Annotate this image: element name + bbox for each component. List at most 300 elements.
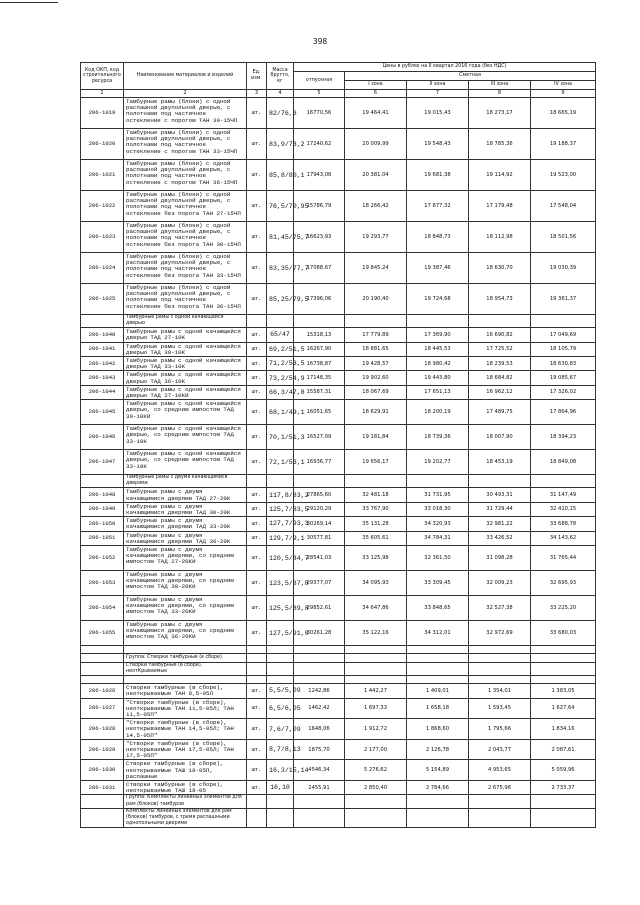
price-cell: 33 767,90 [345,502,407,516]
empty-cell [247,663,267,676]
price-cell: 1875,70 [294,739,345,760]
price-cell: 16 690,82 [469,328,531,342]
code-cell: 206-1030 [81,760,124,781]
price-cell: 1 834,16 [531,719,596,740]
header-zone-2: II зона [407,81,469,90]
table-row [81,222,596,253]
name-cell: Тамбурные рамы с одной качающейся дверью, со средним импостом ТАД 33-10К [124,450,247,475]
group-row [81,808,596,827]
name-cell: Тамбурные рамы с одной качающейся дверью ТАД 27-10К [124,328,247,342]
code-cell: 206-1053 [81,571,124,596]
price-cell: 35 122,16 [345,621,407,646]
column-numbers-row [81,90,596,98]
mass-cell: 127,7/93,3 [267,517,294,531]
price-cell: 4 953,65 [469,760,531,781]
code-cell: 206-1028 [81,719,124,740]
mass-cell: 16,3/15,14 [267,760,294,781]
price-cell: 31 147,49 [531,488,596,502]
price-cell: 5 276,62 [345,760,407,781]
name-cell: Тамбурные рамы с двумя качающимися дверями ТАД 36-20К [124,531,247,545]
name-cell: Створки тамбурные (в сборе), неоткрываемые ТАШ 18-05 [124,781,247,795]
price-cell: 16051,65 [294,400,345,425]
price-cell: 32 981,22 [469,517,531,531]
price-cell: 2 177,00 [345,739,407,760]
empty-cell [407,663,469,676]
column-number: 8 [469,90,531,98]
price-cell: 18 453,19 [469,450,531,475]
name-cell: Створки тамбурные (в сборе), неоткрываемые ТАН 8,5-05Л [124,684,247,698]
table-row [81,191,596,222]
price-cell: 33 848,65 [407,596,469,621]
price-cell: 18 105,79 [531,342,596,356]
price-cell: 19 464,41 [345,98,407,129]
empty-cell [345,795,407,808]
group-row [81,315,596,328]
price-cell: 16623,93 [294,222,345,253]
unit-cell: шт. [247,98,267,129]
price-cell: 18 273,17 [469,98,531,129]
price-cell: 1 912,72 [345,719,407,740]
header-outgoing: отпускная [294,72,345,90]
unit-cell: шт. [247,425,267,450]
column-number: 4 [267,90,294,98]
price-cell: 5 154,89 [407,760,469,781]
unit-cell: шт. [247,760,267,781]
code-cell: 206-1054 [81,596,124,621]
table-row [81,698,596,719]
mass-cell: 83,35/77,7 [267,253,294,284]
code-cell: 206-1048 [81,488,124,502]
unit-cell: шт. [247,621,267,646]
price-cell: 33 125,98 [345,546,407,571]
price-cell: 29120,29 [294,502,345,516]
price-cell: 32 695,93 [531,571,596,596]
name-cell: Тамбурные рамы (блоки) с одной распашной двупольной дверью, с полотнами под частичное остекление с порогом ТАН 36-15ЧП [124,160,247,191]
price-cell: 16738,87 [294,357,345,371]
price-cell: 19 015,43 [407,98,469,129]
name-cell: Тамбурные рамы с двумя качающимися дверями, со средним импостом ТАД 36-20КИ [124,621,247,646]
empty-cell [294,676,345,684]
price-cell: 1 383,05 [531,684,596,698]
price-cell: 32 410,15 [531,502,596,516]
price-cell: 32 972,69 [469,621,531,646]
price-cell: 17 651,13 [407,385,469,399]
top-rule [0,2,58,3]
empty-cell [407,795,469,808]
code-cell: 206-1040 [81,328,124,342]
empty-cell [247,676,267,684]
price-cell: 19 361,37 [531,284,596,315]
code-cell: 206-1029 [81,739,124,760]
price-cell: 17 548,04 [531,191,596,222]
group-heading: Створки тамбурные (в сборе), неотКрываемые [124,663,247,676]
table-row [81,357,596,371]
code-cell: 206-1025 [81,284,124,315]
price-cell: 17 049,69 [531,328,596,342]
code-cell: 206-1046 [81,425,124,450]
empty-cell [407,475,469,488]
empty-cell [469,475,531,488]
price-cell: 18 629,91 [345,400,407,425]
empty-cell [294,795,345,808]
name-cell: Створки тамбурные (в сборе), неоткрываемые ТАШ 18-05П, распашные [124,760,247,781]
unit-cell: шт. [247,253,267,284]
price-cell: 17943,08 [294,160,345,191]
name-cell: Тамбурные рамы с двумя качающимися дверями, со средним импостом ТАД 27-20КИ [124,546,247,571]
name-cell: Тамбурные рамы (блоки) с одной распашной двупольной дверью, с полотнами под частичное остекление без порога ТАН 30-15ЧП [124,222,247,253]
code-cell: 206-1027 [81,698,124,719]
table-row [81,129,596,160]
price-cell: 18 200,19 [407,400,469,425]
price-cell: 31 729,44 [469,502,531,516]
group-heading: Комплекты линейных элементов для рам (блоков) тамбуров, с тремя распашными однопольными дверями [124,808,247,827]
group-row [81,475,596,488]
empty-cell [294,315,345,328]
price-cell: 18 445,53 [407,342,469,356]
price-cell: 34 647,86 [345,596,407,621]
name-cell: Тамбурные рамы с двумя качающимися дверями ТАД 33-20К [124,517,247,531]
table-row [81,488,596,502]
price-cell: 19 548,43 [407,129,469,160]
empty-cell [267,795,294,808]
price-cell: 17 779,89 [345,328,407,342]
price-cell: 30577,81 [294,531,345,545]
mass-cell: 117,8/83,2 [267,488,294,502]
empty-cell [469,315,531,328]
price-cell: 17396,06 [294,284,345,315]
name-cell: Тамбурные рамы с двумя качающимися дверями, со средним импостом ТАД 33-20КИ [124,596,247,621]
price-cell: 19 085,67 [531,371,596,385]
price-cell: 18 684,82 [469,371,531,385]
group-row [81,654,596,663]
code-cell: 206-1024 [81,253,124,284]
empty-cell [247,808,267,827]
table-row [81,596,596,621]
price-cell: 19 030,39 [531,253,596,284]
empty-row [81,676,596,684]
group-heading: Группа: Комплекты линейных элементов для рам (блоков) тамбуров [124,795,247,808]
empty-cell [124,676,247,684]
table-row [81,760,596,781]
mass-cell: 6,5/6,05 [267,698,294,719]
table-row [81,719,596,740]
price-cell: 1 593,45 [469,698,531,719]
price-cell: 31 765,44 [531,546,596,571]
table-row [81,253,596,284]
unit-cell: шт. [247,284,267,315]
price-cell: 18 394,23 [531,425,596,450]
name-cell: Тамбурные рамы с одной качающейся дверью ТАД 30-10К [124,342,247,356]
price-cell: 18 665,19 [531,98,596,129]
empty-cell [81,663,124,676]
mass-cell: 69,2/51,5 [267,342,294,356]
price-cell: 18 785,36 [469,129,531,160]
name-cell: Тамбурные рамы (блоки) с одной распашной двупольной дверью, с полотнами под частичное остекление без порога ТАН 33-15ЧП [124,253,247,284]
empty-cell [469,808,531,827]
table-body [81,98,596,828]
price-cell: 32 009,23 [469,571,531,596]
price-cell: 27865,60 [294,488,345,502]
code-cell: 206-1019 [81,98,124,129]
empty-cell [267,663,294,676]
unit-cell: шт. [247,450,267,475]
price-cell: 34 143,62 [531,531,596,545]
price-cell: 32 527,38 [469,596,531,621]
mass-cell: 127,5/91,0 [267,621,294,646]
header-prices: Цены в рублях на II квартал 2016 года (без НДС) [294,63,596,72]
mass-cell: 123,5/87,8 [267,571,294,596]
header-unit: Ед. изм. [247,63,267,90]
empty-cell [531,654,596,663]
header-mass: Масса брутто, кг [267,63,294,90]
code-cell: 206-1044 [81,385,124,399]
unit-cell: шт. [247,719,267,740]
empty-cell [267,676,294,684]
price-cell: 16 962,12 [469,385,531,399]
column-number: 3 [247,90,267,98]
price-cell: 17 369,90 [407,328,469,342]
price-cell: 16267,90 [294,342,345,356]
mass-cell: 81,45/75,7 [267,222,294,253]
code-cell: 206-1031 [81,781,124,795]
table-row [81,739,596,760]
price-cell: 16770,56 [294,98,345,129]
mass-cell: 16,10 [267,781,294,795]
column-number: 1 [81,90,124,98]
empty-cell [531,795,596,808]
mass-cell: 129,7/9,1 [267,531,294,545]
empty-cell [267,654,294,663]
unit-cell: шт. [247,781,267,795]
empty-cell [294,475,345,488]
price-cell: 1 409,01 [407,684,469,698]
price-cell: 1462,42 [294,698,345,719]
price-cell: 19 387,46 [407,253,469,284]
code-cell: 206-1047 [81,450,124,475]
empty-cell [531,475,596,488]
column-number: 6 [345,90,407,98]
unit-cell: шт. [247,684,267,698]
price-cell: 32 481,18 [345,488,407,502]
empty-cell [124,646,247,654]
price-cell: 18 067,69 [345,385,407,399]
price-cell: 17148,35 [294,371,345,385]
price-cell: 17 326,02 [531,385,596,399]
mass-cell: 8,7/8,13 [267,739,294,760]
empty-cell [407,676,469,684]
mass-cell: 82/76,3 [267,98,294,129]
empty-cell [247,646,267,654]
empty-cell [267,475,294,488]
empty-cell [81,795,124,808]
empty-row [81,646,596,654]
name-cell: Тамбурные рамы с двумя качающимися дверями ТАД 27-20К [124,488,247,502]
code-cell: 206-1055 [81,621,124,646]
empty-cell [345,475,407,488]
code-cell: 206-1042 [81,357,124,371]
empty-cell [531,315,596,328]
empty-cell [294,808,345,827]
unit-cell: шт. [247,596,267,621]
code-cell: 206-1026 [81,684,124,698]
unit-cell: шт. [247,160,267,191]
price-cell: 18 112,98 [469,222,531,253]
column-number: 9 [531,90,596,98]
price-cell: 1 442,27 [345,684,407,698]
price-cell: 30 493,31 [469,488,531,502]
price-cell: 19 181,84 [345,425,407,450]
price-cell: 15587,31 [294,385,345,399]
price-cell: 19 188,37 [531,129,596,160]
empty-cell [469,663,531,676]
price-cell: 17 877,32 [407,191,469,222]
table-row [81,160,596,191]
column-number: 2 [124,90,247,98]
name-cell: Тамбурные рамы с одной качающейся дверью ТАД 36-10К [124,371,247,385]
empty-cell [294,654,345,663]
mass-cell: 83,9/78,2 [267,129,294,160]
price-cell: 1 868,60 [407,719,469,740]
price-cell: 1 354,01 [469,684,531,698]
empty-cell [407,808,469,827]
price-cell: 17 864,96 [531,400,596,425]
price-cell: 33 680,03 [531,621,596,646]
price-cell: 18 881,65 [345,342,407,356]
empty-cell [469,676,531,684]
price-cell: 1 795,66 [469,719,531,740]
price-cell: 33 225,20 [531,596,596,621]
column-number: 7 [407,90,469,98]
group-row [81,795,596,808]
empty-cell [247,315,267,328]
price-cell: 2 087,61 [531,739,596,760]
price-cell: 1 627,64 [531,698,596,719]
mass-cell: 71,2/53,5 [267,357,294,371]
empty-cell [247,475,267,488]
unit-cell: шт. [247,546,267,571]
page-number: 398 [312,37,328,46]
price-table [80,62,596,828]
empty-cell [345,654,407,663]
group-heading: Тамбурные рамы с одной качающейся дверью [124,315,247,328]
group-heading: Тамбурные рамы с двумя качающимися дверями [124,475,247,488]
code-cell: 206-1045 [81,400,124,425]
table-row [81,781,596,795]
table-row [81,342,596,356]
empty-cell [247,654,267,663]
unit-cell: шт. [247,371,267,385]
price-cell: 34 320,93 [407,517,469,531]
group-row [81,663,596,676]
header-estimate: Сметная [345,72,596,81]
price-cell: 19 681,38 [407,160,469,191]
table-row [81,328,596,342]
empty-cell [267,646,294,654]
code-cell: 206-1022 [81,191,124,222]
price-cell: 19 443,80 [407,371,469,385]
price-cell: 34 095,93 [345,571,407,596]
empty-cell [81,646,124,654]
price-cell: 18 266,42 [345,191,407,222]
table-row [81,450,596,475]
price-cell: 2 043,77 [469,739,531,760]
empty-cell [531,808,596,827]
mass-cell: 76,5/70,95 [267,191,294,222]
unit-cell: шт. [247,502,267,516]
price-cell: 19 202,77 [407,450,469,475]
price-cell: 31 731,95 [407,488,469,502]
name-cell: Тамбурные рамы с одной качающейся дверью ТАД 33-10К [124,357,247,371]
table-row [81,425,596,450]
empty-cell [294,646,345,654]
price-cell: 19 724,68 [407,284,469,315]
price-cell: 2 126,78 [407,739,469,760]
empty-cell [407,646,469,654]
price-cell: 16936,77 [294,450,345,475]
name-cell: Тамбурные рамы с двумя качающимися дверями, со средним импостом ТАД 30-20КИ [124,571,247,596]
price-cell: 33 688,78 [531,517,596,531]
code-cell: 206-1020 [81,129,124,160]
price-cell: 31 098,28 [469,546,531,571]
price-cell: 34 312,01 [407,621,469,646]
price-cell: 19 114,92 [469,160,531,191]
name-cell: "Створки тамбурные (в сборе), неоткрываемые ТАН 14,5-05Л; ТАН 14,5-05П" [124,719,247,740]
price-cell: 34 784,31 [407,531,469,545]
price-cell: 18 239,53 [469,357,531,371]
mass-cell: 125,7/83,5 [267,502,294,516]
empty-cell [81,808,124,827]
unit-cell: шт. [247,517,267,531]
code-cell: 206-1050 [81,517,124,531]
price-cell: 29377,07 [294,571,345,596]
empty-cell [267,315,294,328]
price-cell: 30261,28 [294,621,345,646]
unit-cell: шт. [247,531,267,545]
header-code: Код ОКП, код строительного ресурса [81,63,124,90]
price-cell: 33 018,30 [407,502,469,516]
mass-cell: 73,2/54,9 [267,371,294,385]
price-cell: 5 059,96 [531,760,596,781]
price-cell: 17 725,52 [469,342,531,356]
table-row [81,517,596,531]
empty-cell [81,315,124,328]
mass-cell: 5,5/5,09 [267,684,294,698]
price-cell: 18 980,42 [407,357,469,371]
group-heading: Группа: Створки тамбурные (в сборе) [124,654,247,663]
empty-cell [81,676,124,684]
unit-cell: шт. [247,488,267,502]
table-row [81,502,596,516]
price-cell: 17088,67 [294,253,345,284]
price-cell: 16527,09 [294,425,345,450]
mass-cell: 7,6/7,09 [267,719,294,740]
price-cell: 1648,06 [294,719,345,740]
mass-cell: 70,1/51,3 [267,425,294,450]
empty-cell [294,663,345,676]
price-cell: 18 849,08 [531,450,596,475]
empty-cell [469,646,531,654]
price-cell: 20 381,04 [345,160,407,191]
price-cell: 30269,14 [294,517,345,531]
empty-cell [407,315,469,328]
header-name: Наименование материалов и изделий [124,63,247,90]
price-cell: 20 190,40 [345,284,407,315]
price-cell: 2 784,66 [407,781,469,795]
price-cell: 17 489,75 [469,400,531,425]
price-cell: 19 523,00 [531,160,596,191]
empty-cell [81,654,124,663]
price-cell: 19 656,17 [345,450,407,475]
